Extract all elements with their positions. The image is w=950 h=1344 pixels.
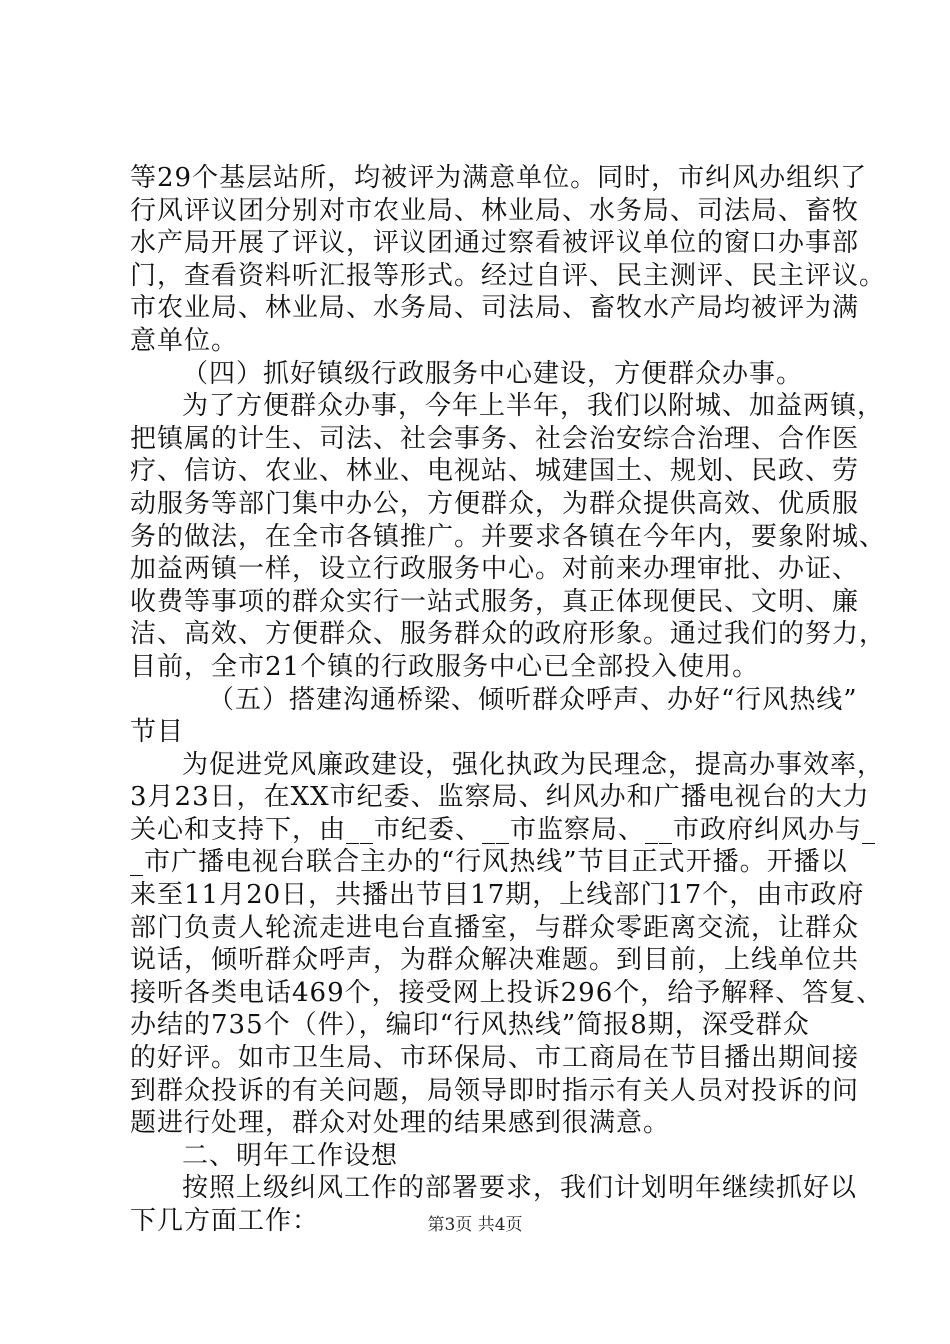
text-line: 市农业局、林业局、水务局、司法局、畜牧水产局均被评为满 [130, 293, 860, 324]
text-line: 部门负责人轮流走进电台直播室，与群众零距离交流，让群众 [130, 912, 860, 943]
text-line: 行风评议团分别对市农业局、林业局、水务局、司法局、畜牧 [130, 195, 860, 226]
section-heading-4: （四）抓好镇级行政服务中心建设，方便群众办事。 [182, 358, 804, 389]
page-number-footer: 第3页 共4页 [427, 1215, 523, 1235]
text-line: 洁、高效、方便群众、服务群众的政府形象。通过我们的努力， [130, 619, 887, 650]
text-line: 动服务等部门集中办公，方便群众，为群众提供高效、优质服 [130, 488, 860, 519]
text-line: 下几方面工作： [130, 1206, 320, 1236]
paragraph-start: 为了方便群众办事，今年上半年，我们以附城、加益两镇， [182, 391, 885, 422]
text-line: 加益两镇一样，设立行政服务中心。对前来办理审批、办证、 [130, 554, 860, 585]
text-line: 来至11月20日，共播出节目17期，上线部门17个，由市政府 [130, 880, 865, 911]
text-line: 3月23日，在XX市纪委、监察局、纠风办和广播电视台的大力 [130, 782, 870, 813]
section-heading-5-cont: 节目 [130, 717, 185, 748]
text-line: 的好评。如市卫生局、市环保局、市工商局在节目播出期间接 [130, 1043, 860, 1074]
text-line: 疗、信访、农业、林业、电视站、城建国土、规划、民政、劳 [130, 456, 860, 487]
text-line: 办结的735个（件），编印“行风热线”简报8期，深受群众 [130, 1010, 810, 1041]
section-heading-2: 二、明年工作设想 [182, 1140, 399, 1171]
paragraph-start: 按照上级纠风工作的部署要求，我们计划明年继续抓好以 [182, 1173, 858, 1204]
text-line: 题进行处理，群众对处理的结果感到很满意。 [130, 1108, 671, 1139]
text-line: _市广播电视台联合主办的“行风热线”节目正式开播。开播以 [130, 847, 848, 878]
text-line: 关心和支持下，由__市纪委、__市监察局、__市政府纠风办与_ [130, 814, 877, 845]
text-line: 说话，倾听群众呼声，为群众解决难题。到目前，上线单位共 [130, 945, 860, 976]
text-line: 等29个基层站所，均被评为满意单位。同时，市纠风办组织了 [130, 163, 868, 193]
text-line: 目前，全市21个镇的行政服务中心已全部投入使用。 [130, 651, 760, 682]
text-line: 到群众投诉的有关问题，局领导即时指示有关人员对投诉的问 [130, 1075, 860, 1106]
section-heading-5: （五）搭建沟通桥梁、倾听群众呼声、办好“行风热线” [208, 684, 858, 715]
text-line: 接听各类电话469个，接受网上投诉296个，给予解释、答复、 [130, 977, 884, 1008]
text-line: 意单位。 [130, 325, 239, 356]
text-line: 水产局开展了评议，评议团通过察看被评议单位的窗口办事部 [130, 228, 860, 259]
body-text [130, 162, 887, 1238]
text-line: 门，查看资料听汇报等形式。经过自评、民主测评、民主评议。 [130, 260, 887, 291]
text-line: 务的做法，在全市各镇推广。并要求各镇在今年内，要象附城、 [130, 521, 887, 552]
text-line: 收费等事项的群众实行一站式服务，真正体现便民、文明、廉 [130, 586, 860, 617]
paragraph-start: 为促进党风廉政建设，强化执政为民理念，提高办事效率， [182, 749, 885, 780]
text-line: 把镇属的计生、司法、社会事务、社会治安综合治理、合作医 [130, 423, 860, 454]
